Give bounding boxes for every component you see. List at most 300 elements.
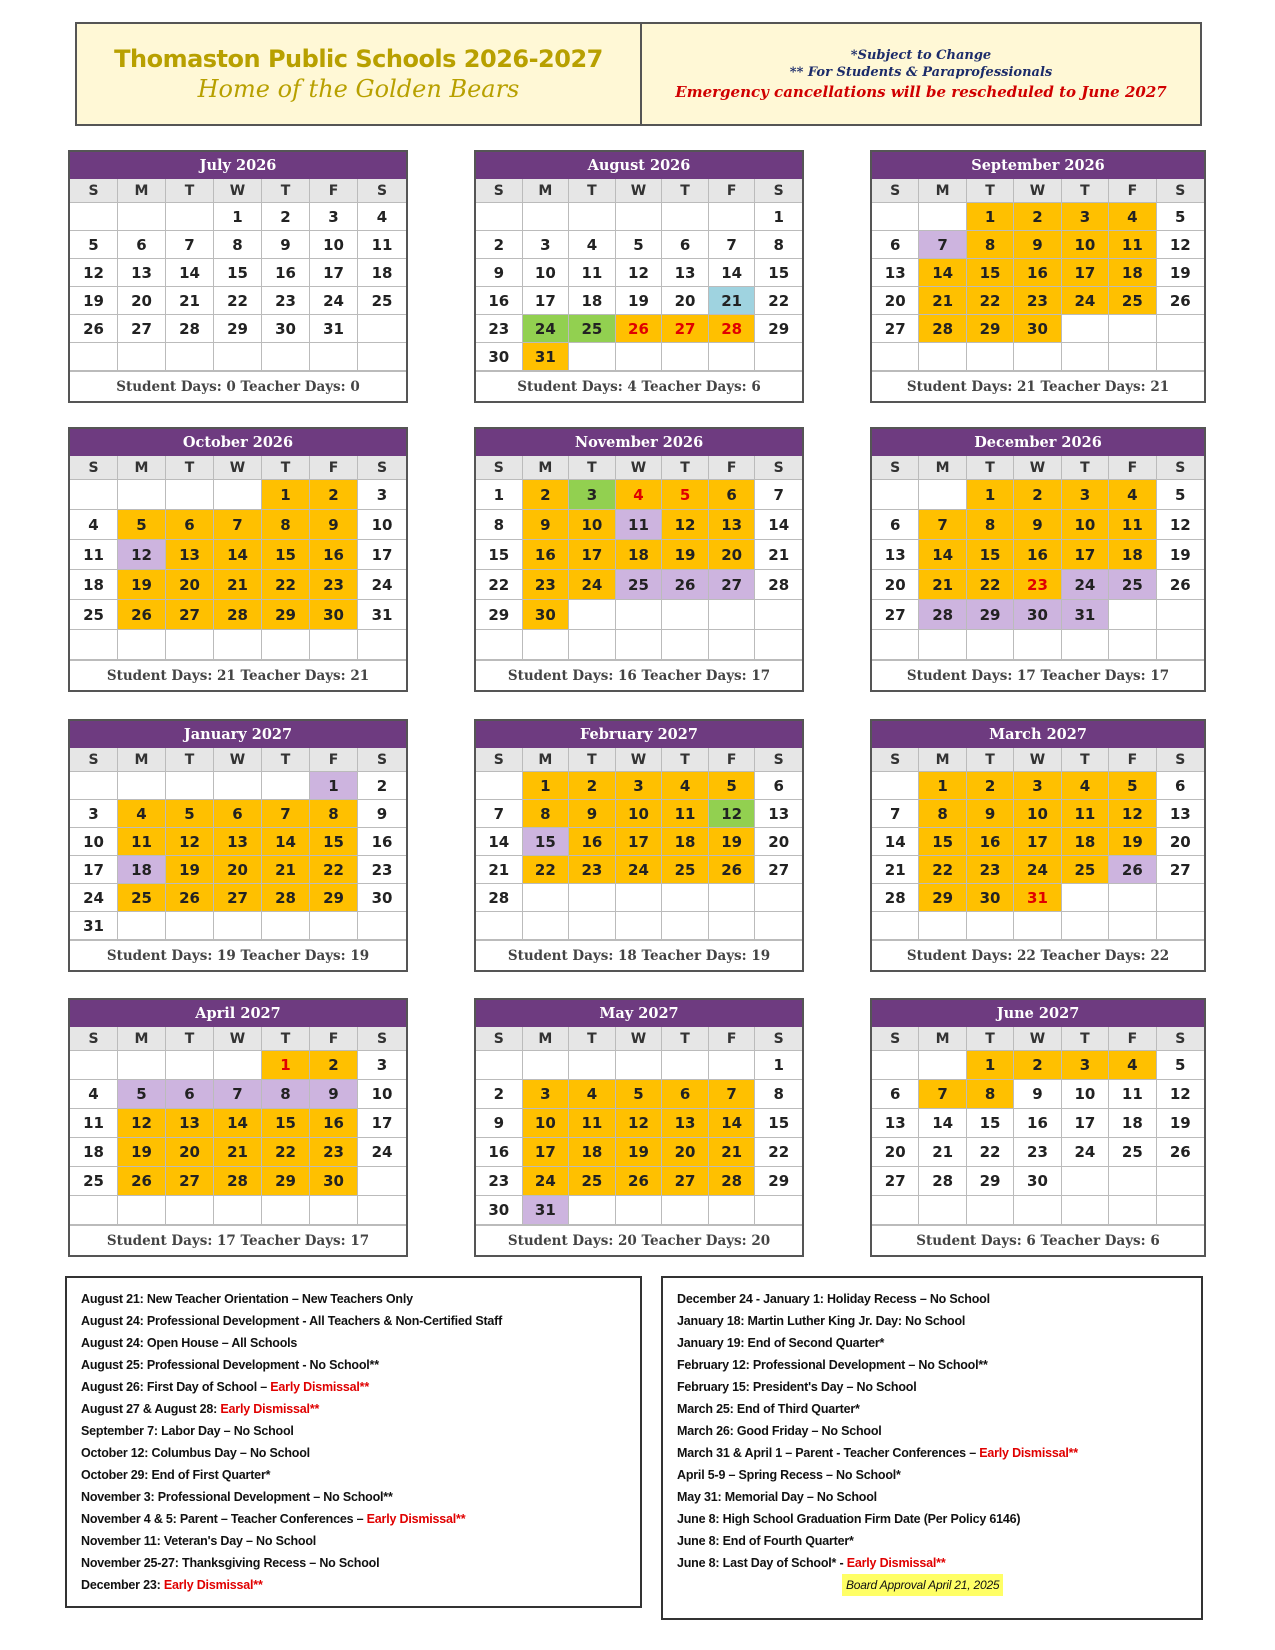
day-cell: 14 [476, 828, 523, 856]
day-cell: 30 [310, 600, 358, 630]
empty-cell [214, 480, 262, 510]
weekday-label: T [967, 179, 1014, 203]
month-grid [476, 748, 802, 940]
day-cell: 17 [70, 856, 118, 884]
empty-cell [358, 343, 406, 371]
day-cell: 15 [262, 1109, 310, 1138]
empty-cell [262, 912, 310, 940]
day-cell: 3 [523, 231, 570, 259]
day-cell: 30 [262, 315, 310, 343]
day-cell: 13 [662, 1109, 709, 1138]
day-cell: 2 [1014, 1051, 1061, 1080]
month-title: April 2027 [70, 1000, 406, 1027]
empty-cell [967, 630, 1014, 660]
day-cell: 6 [662, 1080, 709, 1109]
month-grid [70, 748, 406, 940]
empty-cell [662, 343, 709, 371]
legend-entry-text: January 19: End of Second Quarter* [677, 1336, 885, 1350]
day-cell: 14 [262, 828, 310, 856]
legend-entry-text: August 21: New Teacher Orientation – New Teachers Only [81, 1292, 413, 1306]
day-cell: 24 [358, 570, 406, 600]
day-cell: 25 [1109, 287, 1156, 315]
legend-entry-text: April 5-9 – Spring Recess – No School* [677, 1468, 901, 1482]
empty-cell [1157, 1167, 1204, 1196]
weekday-label: T [662, 456, 709, 480]
day-cell: 15 [214, 259, 262, 287]
weekday-label: S [872, 456, 919, 480]
month-day-totals: Student Days: 4 Teacher Days: 6 [476, 371, 802, 401]
day-cell: 14 [919, 259, 966, 287]
day-cell: 16 [569, 828, 616, 856]
weekday-label: T [1062, 179, 1109, 203]
day-cell: 27 [872, 600, 919, 630]
day-cell: 11 [616, 510, 663, 540]
day-cell: 24 [70, 884, 118, 912]
day-cell: 18 [1109, 540, 1156, 570]
empty-cell [310, 1196, 358, 1225]
day-cell: 14 [214, 1109, 262, 1138]
day-cell: 13 [166, 1109, 214, 1138]
weekday-label: M [523, 748, 570, 772]
legend-entry [81, 1530, 626, 1552]
day-cell: 12 [1157, 1080, 1204, 1109]
day-cell: 13 [214, 828, 262, 856]
month-grid [872, 179, 1204, 371]
day-cell: 19 [1157, 1109, 1204, 1138]
month-title: February 2027 [476, 721, 802, 748]
month-title: August 2026 [476, 152, 802, 179]
empty-cell [1014, 630, 1061, 660]
legend-entry [81, 1552, 626, 1574]
empty-cell [872, 912, 919, 940]
day-cell: 1 [967, 203, 1014, 231]
day-cell: 26 [118, 600, 166, 630]
day-cell: 26 [662, 570, 709, 600]
day-cell: 26 [1157, 1138, 1204, 1167]
day-cell: 29 [262, 600, 310, 630]
day-cell: 12 [118, 540, 166, 570]
day-cell: 21 [872, 856, 919, 884]
legend-entry [677, 1486, 1187, 1508]
weekday-label: S [1157, 456, 1204, 480]
weekday-label: T [967, 748, 1014, 772]
day-cell: 7 [709, 231, 756, 259]
empty-cell [616, 630, 663, 660]
empty-cell [1062, 912, 1109, 940]
day-cell: 25 [70, 600, 118, 630]
empty-cell [755, 343, 802, 371]
empty-cell [476, 1051, 523, 1080]
day-cell: 24 [569, 570, 616, 600]
day-cell: 18 [662, 828, 709, 856]
month-june-2027 [870, 998, 1206, 1257]
day-cell: 26 [616, 1167, 663, 1196]
day-cell: 30 [1014, 600, 1061, 630]
empty-cell [166, 912, 214, 940]
day-cell: 28 [919, 600, 966, 630]
day-cell: 27 [755, 856, 802, 884]
day-cell: 9 [1014, 1080, 1061, 1109]
day-cell: 4 [118, 800, 166, 828]
legend-entry [677, 1508, 1187, 1530]
day-cell: 15 [310, 828, 358, 856]
weekday-label: S [1157, 748, 1204, 772]
empty-cell [709, 343, 756, 371]
empty-cell [476, 630, 523, 660]
empty-cell [919, 203, 966, 231]
day-cell: 12 [1157, 510, 1204, 540]
legend-entry-text: October 12: Columbus Day – No School [81, 1446, 310, 1460]
legend-entry [677, 1310, 1187, 1332]
day-cell: 8 [967, 510, 1014, 540]
empty-cell [358, 912, 406, 940]
legend-entry-text: August 24: Professional Development - All Teachers & Non-Certified Staff [81, 1314, 503, 1328]
month-day-totals: Student Days: 17 Teacher Days: 17 [70, 1225, 406, 1255]
day-cell: 1 [967, 480, 1014, 510]
legend-entry-text: November 11: Veteran's Day – No School [81, 1534, 317, 1548]
weekday-label: M [919, 456, 966, 480]
legend-entry-text: August 26: First Day of School – [81, 1380, 271, 1394]
day-cell: 28 [262, 884, 310, 912]
day-cell: 19 [1157, 259, 1204, 287]
day-cell: 23 [569, 856, 616, 884]
day-cell: 10 [358, 1080, 406, 1109]
empty-cell [662, 600, 709, 630]
empty-cell [872, 480, 919, 510]
empty-cell [1157, 343, 1204, 371]
day-cell: 14 [919, 1109, 966, 1138]
day-cell: 26 [166, 884, 214, 912]
weekday-label: S [476, 179, 523, 203]
legend-entry-text: November 3: Professional Development – No School** [81, 1490, 393, 1504]
day-cell: 18 [70, 570, 118, 600]
day-cell: 9 [569, 800, 616, 828]
day-cell: 31 [523, 343, 570, 371]
weekday-label: W [616, 179, 663, 203]
day-cell: 8 [262, 1080, 310, 1109]
empty-cell [662, 203, 709, 231]
day-cell: 28 [872, 884, 919, 912]
legend-entry-text: June 8: High School Graduation Firm Date (Per Policy 6146) [677, 1512, 1021, 1526]
calendar-header [75, 22, 1202, 126]
legend-entry-text: August 25: Professional Development - No School** [81, 1358, 379, 1372]
day-cell: 22 [262, 1138, 310, 1167]
day-cell: 14 [919, 540, 966, 570]
day-cell: 24 [523, 1167, 570, 1196]
day-cell: 5 [616, 1080, 663, 1109]
empty-cell [1109, 1167, 1156, 1196]
month-title: March 2027 [872, 721, 1204, 748]
day-cell: 4 [1062, 772, 1109, 800]
empty-cell [1014, 912, 1061, 940]
day-cell: 17 [523, 1138, 570, 1167]
weekday-label: S [755, 748, 802, 772]
day-cell: 25 [1062, 856, 1109, 884]
weekday-label: M [523, 1027, 570, 1051]
weekday-label: W [616, 1027, 663, 1051]
day-cell: 7 [262, 800, 310, 828]
day-cell: 12 [662, 510, 709, 540]
day-cell: 22 [967, 1138, 1014, 1167]
legend-entry [677, 1530, 1187, 1552]
weekday-label: F [709, 456, 756, 480]
day-cell: 21 [919, 1138, 966, 1167]
day-cell: 9 [1014, 510, 1061, 540]
day-cell: 19 [70, 287, 118, 315]
weekday-label: S [755, 1027, 802, 1051]
empty-cell [872, 630, 919, 660]
early-dismissal-label: Early Dismissal** [220, 1402, 320, 1416]
day-cell: 19 [1109, 828, 1156, 856]
day-cell: 30 [476, 343, 523, 371]
day-cell: 4 [1109, 203, 1156, 231]
day-cell: 3 [358, 1051, 406, 1080]
day-cell: 12 [166, 828, 214, 856]
empty-cell [70, 630, 118, 660]
weekday-label: T [166, 179, 214, 203]
day-cell: 6 [214, 800, 262, 828]
day-cell: 3 [1062, 480, 1109, 510]
header-title-block [77, 24, 642, 124]
day-cell: 2 [1014, 203, 1061, 231]
empty-cell [1157, 630, 1204, 660]
weekday-label: S [872, 748, 919, 772]
day-cell: 8 [523, 800, 570, 828]
empty-cell [967, 343, 1014, 371]
empty-cell [1109, 343, 1156, 371]
weekday-label: W [1014, 748, 1061, 772]
day-cell: 12 [70, 259, 118, 287]
day-cell: 25 [1109, 570, 1156, 600]
day-cell: 2 [523, 480, 570, 510]
empty-cell [70, 203, 118, 231]
day-cell: 8 [476, 510, 523, 540]
day-cell: 7 [214, 510, 262, 540]
empty-cell [1109, 1196, 1156, 1225]
day-cell: 17 [358, 1109, 406, 1138]
day-cell: 26 [616, 315, 663, 343]
day-cell: 1 [262, 480, 310, 510]
empty-cell [967, 1196, 1014, 1225]
day-cell: 2 [569, 772, 616, 800]
day-cell: 29 [310, 884, 358, 912]
day-cell: 23 [476, 1167, 523, 1196]
empty-cell [310, 343, 358, 371]
legend-entry [677, 1398, 1187, 1420]
weekday-label: S [1157, 1027, 1204, 1051]
empty-cell [166, 343, 214, 371]
day-cell: 30 [476, 1196, 523, 1225]
empty-cell [118, 772, 166, 800]
day-cell: 22 [523, 856, 570, 884]
day-cell: 23 [310, 1138, 358, 1167]
day-cell: 28 [755, 570, 802, 600]
month-title: January 2027 [70, 721, 406, 748]
weekday-label: S [1157, 179, 1204, 203]
legend-entry [81, 1310, 626, 1332]
weekday-label: M [523, 179, 570, 203]
day-cell: 8 [214, 231, 262, 259]
legend-entry-text: November 25-27: Thanksgiving Recess – No School [81, 1556, 380, 1570]
weekday-label: F [310, 1027, 358, 1051]
day-cell: 4 [569, 1080, 616, 1109]
weekday-label: S [70, 456, 118, 480]
empty-cell [967, 912, 1014, 940]
day-cell: 28 [709, 315, 756, 343]
day-cell: 7 [476, 800, 523, 828]
empty-cell [569, 1051, 616, 1080]
empty-cell [1109, 884, 1156, 912]
day-cell: 13 [755, 800, 802, 828]
weekday-label: T [569, 748, 616, 772]
day-cell: 11 [118, 828, 166, 856]
month-day-totals: Student Days: 21 Teacher Days: 21 [70, 660, 406, 690]
day-cell: 11 [358, 231, 406, 259]
day-cell: 21 [214, 1138, 262, 1167]
month-title: July 2026 [70, 152, 406, 179]
day-cell: 27 [872, 1167, 919, 1196]
day-cell: 29 [262, 1167, 310, 1196]
empty-cell [919, 1196, 966, 1225]
month-day-totals: Student Days: 21 Teacher Days: 21 [872, 371, 1204, 401]
empty-cell [214, 1051, 262, 1080]
empty-cell [616, 600, 663, 630]
day-cell: 26 [1157, 287, 1204, 315]
day-cell: 18 [1109, 259, 1156, 287]
day-cell: 23 [310, 570, 358, 600]
month-day-totals: Student Days: 17 Teacher Days: 17 [872, 660, 1204, 690]
day-cell: 7 [166, 231, 214, 259]
day-cell: 25 [118, 884, 166, 912]
day-cell: 12 [118, 1109, 166, 1138]
empty-cell [1109, 630, 1156, 660]
day-cell: 11 [1109, 231, 1156, 259]
day-cell: 7 [919, 231, 966, 259]
day-cell: 3 [1014, 772, 1061, 800]
day-cell: 20 [872, 570, 919, 600]
day-cell: 16 [476, 287, 523, 315]
empty-cell [214, 343, 262, 371]
day-cell: 10 [569, 510, 616, 540]
legend-entry [677, 1442, 1187, 1464]
day-cell: 6 [166, 1080, 214, 1109]
day-cell: 11 [569, 259, 616, 287]
day-cell: 14 [166, 259, 214, 287]
day-cell: 7 [919, 510, 966, 540]
empty-cell [523, 203, 570, 231]
empty-cell [476, 203, 523, 231]
day-cell: 11 [70, 1109, 118, 1138]
day-cell: 16 [1014, 1109, 1061, 1138]
day-cell: 25 [616, 570, 663, 600]
day-cell: 23 [358, 856, 406, 884]
empty-cell [476, 772, 523, 800]
weekday-label: S [872, 179, 919, 203]
month-title: September 2026 [872, 152, 1204, 179]
day-cell: 15 [919, 828, 966, 856]
empty-cell [616, 1196, 663, 1225]
day-cell: 7 [214, 1080, 262, 1109]
weekday-label: T [166, 1027, 214, 1051]
day-cell: 25 [1109, 1138, 1156, 1167]
empty-cell [262, 343, 310, 371]
weekday-label: S [476, 1027, 523, 1051]
day-cell: 18 [358, 259, 406, 287]
weekday-label: S [70, 748, 118, 772]
day-cell: 24 [1062, 1138, 1109, 1167]
legend-entry [81, 1508, 626, 1530]
day-cell: 25 [569, 315, 616, 343]
day-cell: 6 [872, 231, 919, 259]
day-cell: 18 [569, 287, 616, 315]
day-cell: 16 [358, 828, 406, 856]
day-cell: 17 [1014, 828, 1061, 856]
day-cell: 2 [476, 231, 523, 259]
weekday-label: S [358, 456, 406, 480]
month-grid [476, 456, 802, 660]
empty-cell [262, 1196, 310, 1225]
day-cell: 23 [476, 315, 523, 343]
day-cell: 1 [523, 772, 570, 800]
day-cell: 4 [1109, 480, 1156, 510]
empty-cell [166, 1196, 214, 1225]
day-cell: 16 [262, 259, 310, 287]
day-cell: 4 [358, 203, 406, 231]
day-cell: 14 [755, 510, 802, 540]
header-notes-block [642, 24, 1200, 124]
day-cell: 17 [358, 540, 406, 570]
empty-cell [616, 203, 663, 231]
weekday-label: T [166, 456, 214, 480]
day-cell: 5 [616, 231, 663, 259]
weekday-label: T [166, 748, 214, 772]
empty-cell [755, 912, 802, 940]
legend-entry-text: January 18: Martin Luther King Jr. Day: No School [677, 1314, 966, 1328]
day-cell: 29 [967, 315, 1014, 343]
day-cell: 24 [1062, 287, 1109, 315]
day-cell: 16 [1014, 259, 1061, 287]
day-cell: 23 [262, 287, 310, 315]
day-cell: 18 [616, 540, 663, 570]
empty-cell [358, 1167, 406, 1196]
legend-entry [677, 1288, 1187, 1310]
day-cell: 2 [310, 1051, 358, 1080]
day-cell: 13 [118, 259, 166, 287]
empty-cell [755, 1196, 802, 1225]
month-day-totals: Student Days: 18 Teacher Days: 19 [476, 940, 802, 970]
day-cell: 8 [967, 231, 1014, 259]
empty-cell [1062, 1167, 1109, 1196]
day-cell: 30 [310, 1167, 358, 1196]
day-cell: 18 [1109, 1109, 1156, 1138]
empty-cell [214, 1196, 262, 1225]
empty-cell [919, 1051, 966, 1080]
month-grid [476, 1027, 802, 1225]
empty-cell [166, 203, 214, 231]
day-cell: 16 [476, 1138, 523, 1167]
day-cell: 24 [358, 1138, 406, 1167]
month-title: October 2026 [70, 429, 406, 456]
empty-cell [1109, 315, 1156, 343]
legend-entry-text: March 26: Good Friday – No School [677, 1424, 882, 1438]
day-cell: 4 [70, 510, 118, 540]
day-cell: 27 [166, 600, 214, 630]
legend-entry-text: December 24 - January 1: Holiday Recess – No School [677, 1292, 990, 1306]
day-cell: 12 [709, 800, 756, 828]
month-title: December 2026 [872, 429, 1204, 456]
month-grid [70, 179, 406, 371]
empty-cell [709, 630, 756, 660]
